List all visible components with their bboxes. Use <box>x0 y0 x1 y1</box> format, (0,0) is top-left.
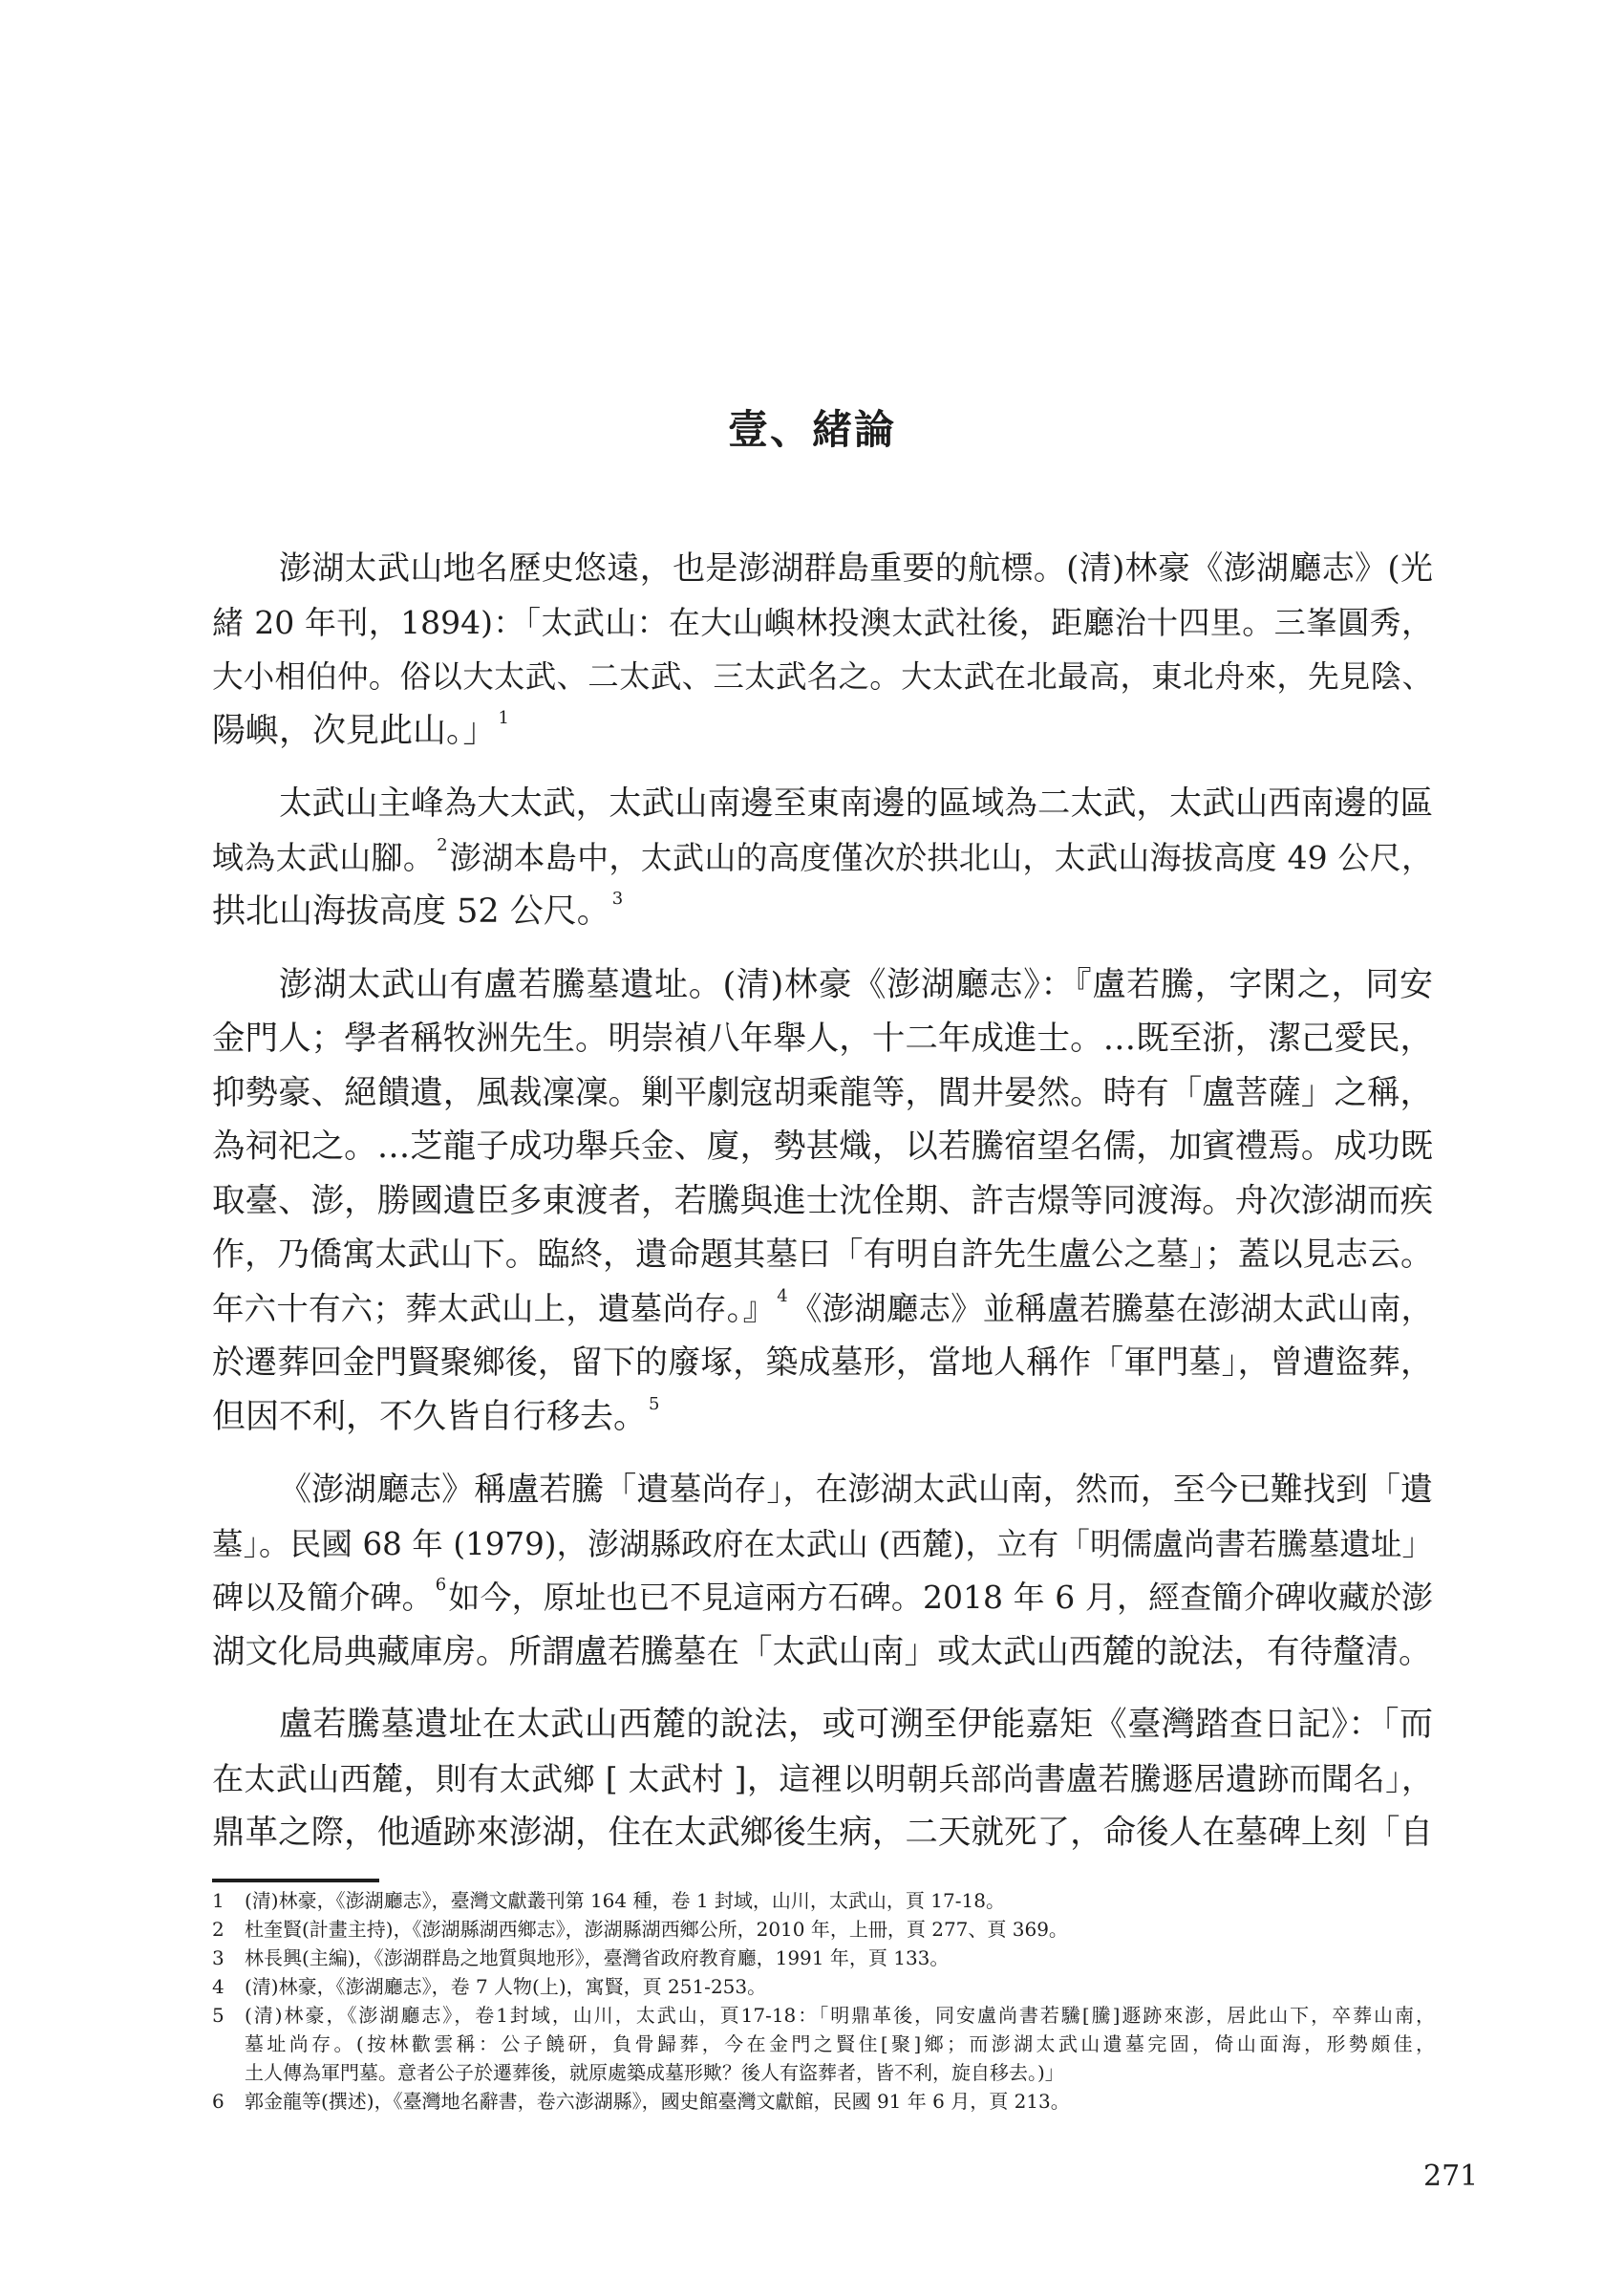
paragraph <box>212 1463 1433 1679</box>
footnote-text: 土人傳為軍門墓。意者公子於遷葬後，就原處築成墓形歟？後人有盜葬者，皆不利，旋自移去。)」 <box>245 2061 1064 2084</box>
text-segment: 大小相伯仲。俗以大太武、二太武、三太武名之。大太武在北最高，東北舟來，先見陰、 <box>212 658 1433 695</box>
footnote-marker[interactable]: 4 <box>777 1285 788 1306</box>
text-line <box>212 1390 1433 1445</box>
text-line <box>212 1571 1433 1625</box>
text-segment: 陽嶼，次見此山。」 <box>212 711 497 750</box>
paragraph <box>212 542 1433 758</box>
text-segment: 澎湖太武山有盧若騰墓遺址。(清)林豪《澎湖廳志》：『盧若騰，字閑之，同安 <box>279 965 1433 1004</box>
footnote <box>212 1972 1435 2001</box>
paragraph <box>212 1698 1433 1860</box>
text-segment: 在太武山西麓，則有太武鄉 [ 太武村 ]，這裡以明朝兵部尚書盧若騰遯居遺跡而聞名」， <box>212 1759 1433 1797</box>
text-segment: 太武山主峰為大太武，太武山南邊至東南邊的區域為二太武，太武山西南邊的區 <box>279 784 1433 823</box>
text-line <box>212 1336 1433 1390</box>
footnote <box>212 2001 1435 2087</box>
footnote-marker[interactable]: 5 <box>649 1393 660 1414</box>
text-segment: 碑以及簡介碑。 <box>212 1579 434 1616</box>
footnote-number: 5 <box>212 2004 224 2027</box>
footnote-number: 2 <box>212 1918 224 1941</box>
text-line <box>212 1463 1433 1517</box>
footnote-text: 林長興(主編)，《澎湖群島之地質與地形》，臺灣省政府教育廳，1991 年，頁 133。 <box>245 1946 950 1969</box>
text-line <box>212 1066 1433 1121</box>
text-line <box>212 885 1433 939</box>
footnote-text: 墓址尚存。(按林歡雲稱：公子饒研，負骨歸葬，今在金門之賢住[聚]鄉；而澎湖太武山遺墓完固，倚山面海，形勢頗佳， <box>245 2032 1435 2055</box>
text-segment: 如今，原址也已不見這兩方石碑。2018 年 6 月，經查簡介碑收藏於澎 <box>448 1579 1434 1616</box>
footnote-divider <box>212 1879 379 1882</box>
chapter-title: 壹、緒論 <box>727 406 896 453</box>
footnote-number: 4 <box>212 1975 224 1998</box>
text-segment: 於遷葬回金門賢聚鄉後，留下的廢塚，築成墓形，當地人稱作「軍門墓」，曾遭盜葬， <box>212 1343 1433 1382</box>
text-line <box>212 542 1433 596</box>
footnote-marker[interactable]: 2 <box>437 834 448 855</box>
text-segment: 湖文化局典藏庫房。所謂盧若騰墓在「太武山南」或太武山西麓的說法，有待釐清。 <box>212 1632 1432 1671</box>
text-segment: 取臺、澎，勝國遺臣多東渡者，若騰與進士沈佺期、許吉燝等同渡海。舟次澎湖而疾 <box>212 1181 1433 1220</box>
paragraph <box>212 777 1433 939</box>
footnote-number: 1 <box>212 1889 224 1912</box>
text-segment: 年六十有六；葬太武山上，遺墓尚存。』 <box>212 1289 776 1327</box>
text-line <box>212 1806 1433 1860</box>
text-segment: 抑勢豪、絕饋遺，風裁凜凜。剿平劇寇胡乘龍等，閭井晏然。時有「盧菩薩」之稱， <box>212 1073 1433 1112</box>
text-segment: 為祠祀之。…芝龍子成功舉兵金、廈，勢甚熾，以若騰宿望名儒，加賓禮焉。成功既 <box>212 1128 1433 1166</box>
text-line <box>212 1228 1433 1282</box>
footnote-text: (清)林豪，《澎湖廳志》，卷 7 人物(上)，寓賢，頁 251-253。 <box>245 1975 767 1998</box>
text-line <box>212 1120 1433 1174</box>
footnote-text: (清)林豪，《澎湖廳志》，臺灣文獻叢刊第 164 種，卷 1 封域，山川，太武山，頁 17-18。 <box>245 1889 1005 1912</box>
text-line <box>212 831 1433 886</box>
text-line <box>212 596 1433 651</box>
paragraph <box>212 958 1433 1445</box>
footnote-marker[interactable]: 1 <box>498 707 509 728</box>
footnote <box>212 1944 1435 1972</box>
text-segment: 但因不利，不久皆自行移去。 <box>212 1397 648 1436</box>
text-line <box>212 958 1433 1013</box>
body-text <box>212 542 1433 1880</box>
text-segment: 盧若騰墓遺址在太武山西麓的說法，或可溯至伊能嘉矩《臺灣踏查日記》：「而 <box>279 1706 1433 1744</box>
text-segment: 澎湖本島中，太武山的高度僅次於拱北山，太武山海拔高度 49 公尺， <box>449 838 1433 876</box>
text-segment: 金門人；學者稱牧洲先生。明崇禎八年舉人，十二年成進士。…既至浙，潔己愛民， <box>212 1020 1433 1058</box>
footnote-number: 6 <box>212 2090 224 2113</box>
text-line <box>212 777 1433 831</box>
footnote-text: (清)林豪，《澎湖廳志》，卷1封域，山川，太武山，頁17-18：「明鼎革後，同安盧尚書若驣[騰]遯跡來澎，居此山下，卒葬山南， <box>245 2004 1435 2027</box>
footnote <box>212 2087 1435 2116</box>
text-segment: 緒 20 年刊，1894)：「太武山：在大山嶼林投澳太武社後，距廳治十四里。三峯圓秀， <box>212 603 1433 641</box>
text-line <box>212 1517 1433 1572</box>
footnote-text: 郭金龍等(撰述)，《臺灣地名辭書，卷六澎湖縣》，國史館臺灣文獻館，民國 91 年 6 月，頁 213。 <box>245 2090 1070 2113</box>
text-segment: 作，乃僑寓太武山下。臨終，遺命題其墓曰「有明自許先生盧公之墓」；蓋以見志云。 <box>212 1236 1433 1274</box>
text-line <box>212 1282 1433 1337</box>
footnote-marker[interactable]: 3 <box>611 889 624 909</box>
footnotes <box>212 1886 1435 2116</box>
footnote-number: 3 <box>212 1946 224 1969</box>
text-line <box>212 1012 1433 1066</box>
footnote-marker[interactable]: 6 <box>435 1575 447 1595</box>
text-line <box>212 1698 1433 1752</box>
text-segment: 域為太武山腳。 <box>212 838 436 876</box>
text-segment: 拱北山海拔高度 52 公尺。 <box>212 892 610 931</box>
text-line <box>212 1752 1433 1807</box>
text-segment: 墓」。民國 68 年 (1979)，澎湖縣政府在太武山 (西麓)，立有「明儒盧尚書若騰墓遺址」 <box>212 1525 1433 1562</box>
page-number: 271 <box>1423 2160 1479 2193</box>
text-line <box>212 704 1433 759</box>
footnote <box>212 1886 1435 1915</box>
text-line <box>212 650 1433 704</box>
text-segment: 《澎湖廳志》並稱盧若騰墓在澎湖太武山南， <box>789 1289 1434 1327</box>
text-segment: 鼎革之際，他遁跡來澎湖，住在太武鄉後生病，二天就死了，命後人在墓碑上刻「自 <box>212 1814 1433 1852</box>
text-line <box>212 1174 1433 1229</box>
text-segment: 《澎湖廳志》稱盧若騰「遺墓尚存」，在澎湖太武山南，然而，至今已難找到「遺 <box>279 1471 1433 1509</box>
text-segment: 澎湖太武山地名歷史悠遠，也是澎湖群島重要的航標。(清)林豪《澎湖廳志》(光 <box>279 549 1433 588</box>
footnote-text: 杜奎賢(計畫主持)，《澎湖縣湖西鄉志》，澎湖縣湖西鄉公所，2010 年，上冊，頁 277、頁 369。 <box>245 1918 1068 1941</box>
footnote <box>212 1915 1435 1944</box>
text-line <box>212 1625 1433 1680</box>
